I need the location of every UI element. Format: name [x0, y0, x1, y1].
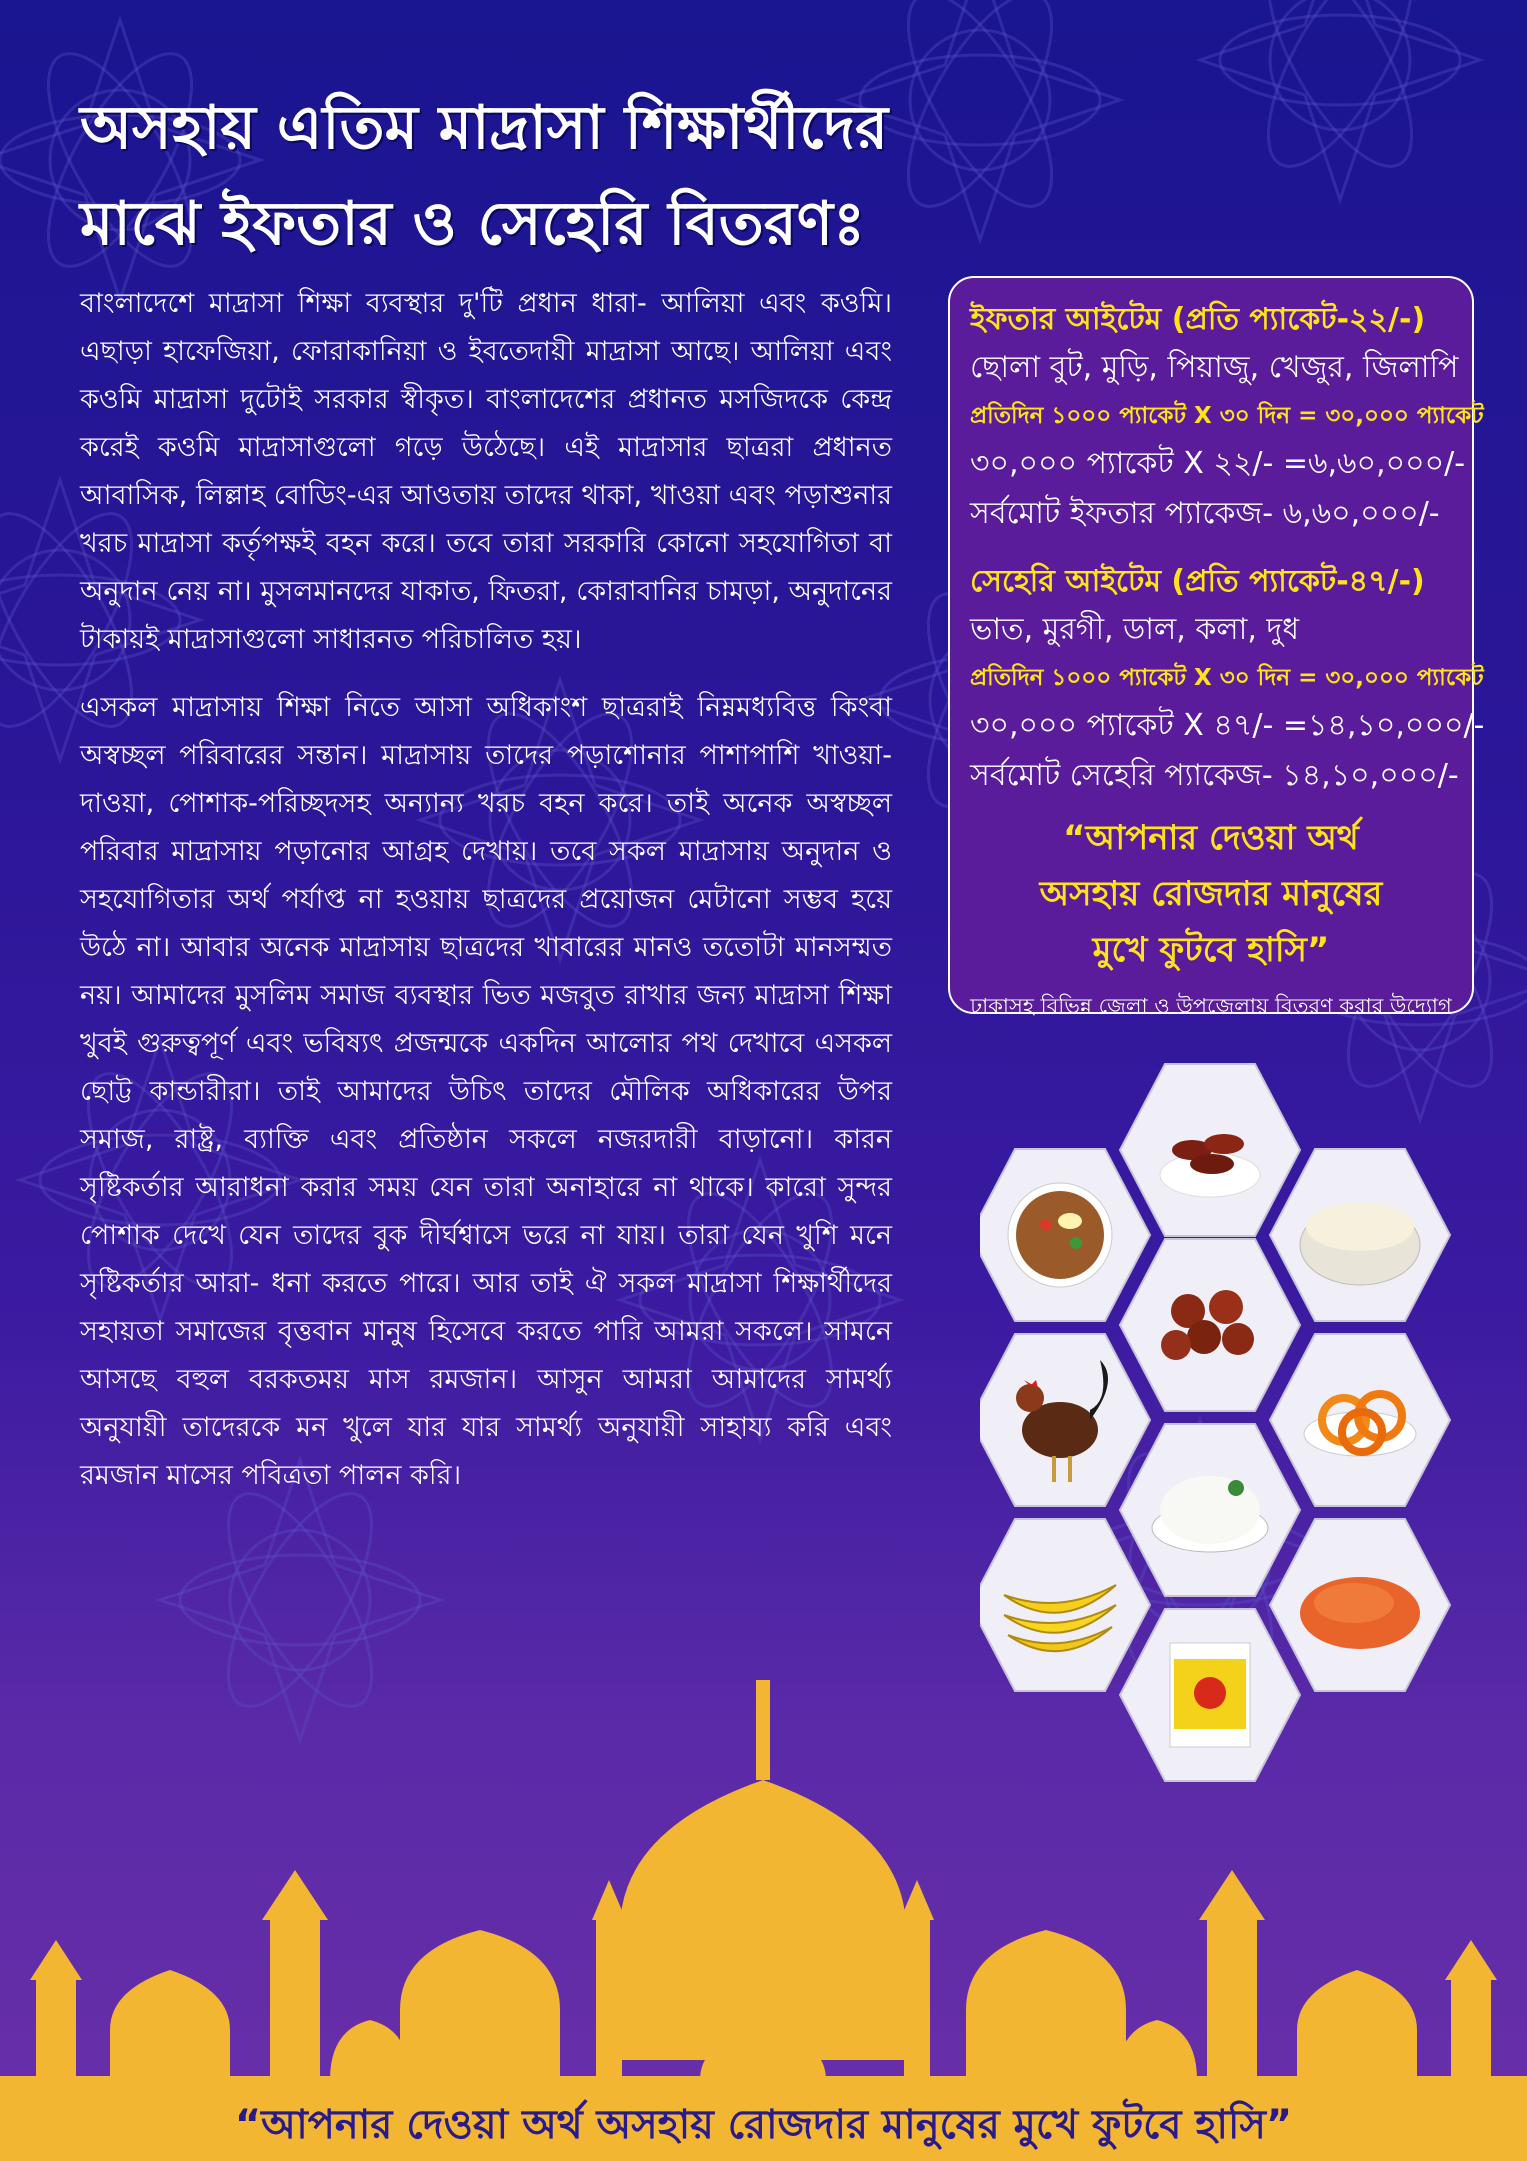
rice-icon	[1120, 1424, 1300, 1596]
package-info-box	[948, 276, 1485, 1018]
lentils-icon	[1270, 1519, 1450, 1691]
iftar-heading: ইফতার আইটেম (প্রতি প্যাকেট-২২/-)	[970, 302, 1426, 337]
bananas-icon	[980, 1519, 1150, 1691]
article-body	[80, 280, 892, 1520]
distribution-note: ঢাকাসহ বিভিন্ন জেলা ও উপজেলায় বিতরণ করার উদ্যোগ	[970, 994, 1452, 1018]
iftar-items: ছোলা বুট, মুড়ি, পিয়াজু, খেজুর, জিলাপি	[970, 350, 1459, 385]
iftar-calc: ৩০,০০০ প্যাকেট X ২২/- =৬,৬০,০০০/-	[970, 446, 1466, 481]
paragraph-1: বাংলাদেশে মাদ্রাসা শিক্ষা ব্যবস্থার দু'টি প্রধান ধারা- আলিয়া এবং কওমি। এছাড়া হাফেজিয়া, ফোরাকানিয়া ও ইবতেদায়ী মাদ্রাসা আছে। আলিয়া এবং কওমি মাদ্রাসা দুটোই সরকার স্বীকৃত। বাংলাদেশের প্রধানত মসজিদকে কেন্দ্র করেই কওমি মাদ্রাসাগুলো গড়ে উঠেছে। এই মাদ্রাসার ছাত্ররা প্রধানত আবাসিক, লিল্লাহ বোডিং-এর আওতায় তাদের থাকা, খাওয়া এবং পড়াশুনার খরচ মাদ্রাসা কর্তৃপক্ষই বহন করে। তবে তারা সরকারি কোনো সহযোগিতা বা অনুদান নেয় না। মুসলমানদের যাকাত, ফিতরা, কোরাবানির চামড়া, অনুদানের টাকায়ই মাদ্রাসাগুলো সাধারনত পরিচালিত হয়।	[80, 288, 892, 655]
sehri-total: সর্বমোট সেহেরি প্যাকেজ- ১৪,১০,০০০/-	[970, 758, 1459, 793]
meatballs-icon	[1120, 1239, 1300, 1411]
food-hexagon-grid	[980, 1050, 1500, 1790]
title-line-2: মাঝে ইফতার ও সেহেরি বিতরণঃ	[80, 189, 866, 259]
jalebi-icon	[1270, 1334, 1450, 1506]
mosque-silhouette	[0, 1680, 1527, 2161]
box-quote-line-1: “আপনার দেওয়া অর্থ	[1063, 818, 1359, 858]
sehri-heading: সেহেরি আইটেম (প্রতি প্যাকেট-৪৭/-)	[970, 564, 1425, 599]
box-quote	[970, 810, 1452, 978]
dates-icon	[1120, 1064, 1300, 1236]
iftar-total: সর্বমোট ইফতার প্যাকেজ- ৬,৬০,০০০/-	[970, 496, 1440, 531]
sehri-calc: ৩০,০০০ প্যাকেট X ৪৭/- =১৪,১০,০০০/-	[970, 708, 1485, 743]
iftar-daily: প্রতিদিন ১০০০ প্যাকেট X ৩০ দিন = ৩০,০০০ প্যাকেট	[970, 403, 1484, 429]
bottom-quote: “আপনার দেওয়া অর্থ অসহায় রোজদার মানুষের মুখে ফুটবে হাসি”	[234, 2102, 1293, 2148]
sehri-daily: প্রতিদিন ১০০০ প্যাকেট X ৩০ দিন = ৩০,০০০ প্যাকেট	[970, 665, 1484, 691]
paragraph-2: এসকল মাদ্রাসায় শিক্ষা নিতে আসা অধিকাংশ ছাত্ররাই নিম্নমধ্যবিত্ত কিংবা অস্বচ্ছল পরিবারের সন্তান। মাদ্রাসায় তাদের পড়াশোনার পাশাপাশি খাওয়া-দাওয়া, পোশাক-পরিচ্ছদসহ অন্যান্য খরচ বহন করে। তাই অনেক অস্বচ্ছল পরিবার মাদ্রাসায় পড়ানোর আগ্রহ দেখায়। তবে সকল মাদ্রাসায় অনুদান ও সহযোগিতার অর্থ পর্যাপ্ত না হওয়ায় ছাত্রদের প্রয়োজন মেটানো সম্ভব হয়ে উঠে না। আবার অনেক মাদ্রাসায় ছাত্রদের খাবারের মানও ততোটা মানসম্মত নয়। আমাদের মুসলিম সমাজ ব্যবস্থার ভিত মজবুত রাখার জন্য মাদ্রাসা শিক্ষা খুবই গুরুত্বপূর্ণ এবং ভবিষ্যৎ প্রজন্মকে একদিন আলোর পথ দেখাবে এসকল ছোট্ট কান্ডারীরা। তাই আমাদের উচিৎ তাদের মৌলিক অধিকারের উপর সমাজ, রাষ্ট্র, ব্যাক্তি এবং প্রতিষ্ঠান সকলে নজরদারী বাড়ানো। কারন সৃষ্টিকর্তার আরাধনা করার সময় যেন তারা অনাহারে না থাকে। কারো সুন্দর পোশাক দেখে যেন তাদের বুক দীর্ঘশ্বাসে ভরে না যায়। তারা যেন খুশি মনে সৃষ্টিকর্তার আরা- ধনা করতে পারে। আর তাই ঐ সকল মাদ্রাসা শিক্ষার্থীদের সহায়তা সমাজের বৃত্তবান মানুষ হিসেবে করতে পারি আমরা সকলে। সামনে আসছে বহুল বরকতময় মাস রমজান। আসুন আমরা আমাদের সামর্থ্য অনুযায়ী তাদেরকে মন খুলে যার যার সামর্থ্য অনুযায়ী সাহায্য করি এবং রমজান মাসের পবিত্রতা পালন করি।	[80, 692, 892, 1491]
box-quote-line-3: মুখে ফুটবে হাসি”	[1092, 930, 1330, 970]
puffed-rice-icon	[1270, 1149, 1450, 1321]
title-line-1: অসহায় এতিম মাদ্রাসা শিক্ষার্থীদের	[80, 93, 889, 163]
box-quote-line-2: অসহায় রোজদার মানুষের	[1039, 874, 1383, 914]
sehri-items: ভাত, মুরগী, ডাল, কলা, দুধ	[970, 612, 1300, 647]
salad-icon	[980, 1149, 1150, 1321]
rooster-icon	[980, 1334, 1150, 1506]
page-title	[80, 80, 940, 272]
